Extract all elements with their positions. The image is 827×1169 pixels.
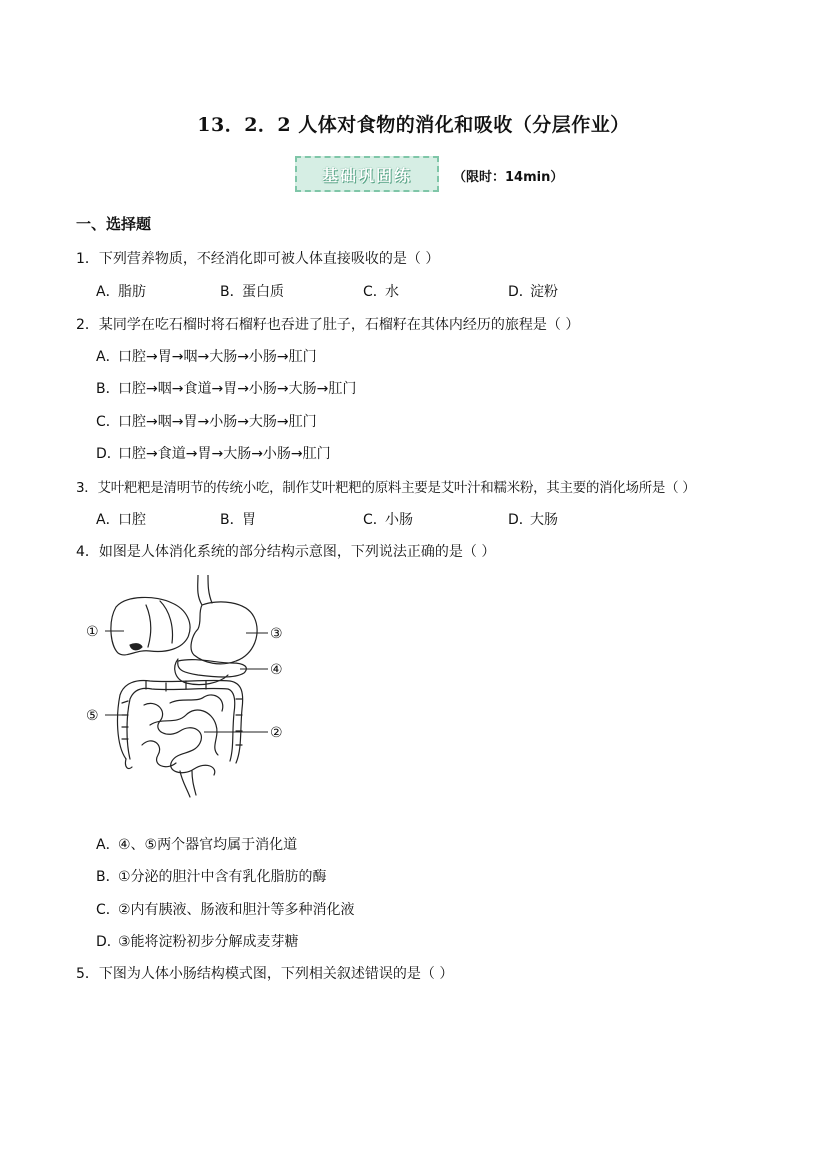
q3-option-a: A．口腔	[96, 512, 146, 528]
q4-option-d: D．③能将淀粉初步分解成麦芽糖	[96, 934, 299, 950]
q2-option-b: B．口腔→咽→食道→胃→小肠→大肠→肛门	[96, 381, 357, 397]
q1-option-d: D．淀粉	[508, 284, 558, 300]
label-3: ③	[270, 626, 283, 642]
label-4: ④	[270, 662, 283, 678]
question-1-stem: 1．下列营养物质，不经消化即可被人体直接吸收的是（ ）	[76, 251, 440, 267]
page-title: 13．2．2 人体对食物的消化和吸收（分层作业）	[197, 114, 630, 136]
large-intestine-shape	[118, 680, 243, 763]
q1-option-b: B．蛋白质	[220, 284, 284, 300]
q4-option-c: C．②内有胰液、肠液和胆汁等多种消化液	[96, 902, 355, 918]
question-2-stem: 2．某同学在吃石榴时将石榴籽也吞进了肚子，石榴籽在其体内经历的旅程是（ ）	[76, 317, 580, 333]
section-heading: 一、选择题	[76, 215, 152, 233]
q4-option-a: A．④、⑤两个器官均属于消化道	[96, 837, 298, 853]
time-limit: （限时：14min）	[453, 170, 564, 185]
digestive-system-illustration	[86, 575, 296, 800]
pancreas-shape	[178, 660, 247, 677]
question-4-stem: 4．如图是人体消化系统的部分结构示意图，下列说法正确的是（ ）	[76, 544, 496, 560]
q2-option-d: D．口腔→食道→胃→大肠→小肠→肛门	[96, 446, 331, 462]
digestive-system-diagram	[86, 575, 296, 800]
small-intestine-shape	[144, 703, 215, 775]
q1-option-a: A．脂肪	[96, 284, 146, 300]
q1-option-c: C．水	[363, 284, 399, 300]
level-badge	[295, 156, 443, 196]
q2-option-a: A．口腔→胃→咽→大肠→小肠→肛门	[96, 349, 317, 365]
label-2: ②	[270, 725, 283, 741]
q2-option-c: C．口腔→咽→胃→小肠→大肠→肛门	[96, 414, 317, 430]
q4-option-b: B．①分泌的胆汁中含有乳化脂肪的酶	[96, 869, 327, 885]
question-3-stem: 3．艾叶粑粑是清明节的传统小吃，制作艾叶粑粑的原料主要是艾叶汁和糯米粉，其主要的消化场所是（ ）	[76, 480, 696, 496]
q3-option-d: D．大肠	[508, 512, 558, 528]
q3-option-b: B．胃	[220, 512, 256, 528]
question-5-stem: 5．下图为人体小肠结构模式图，下列相关叙述错误的是（ ）	[76, 966, 454, 982]
q3-option-c: C．小肠	[363, 512, 413, 528]
badge-label: 基础巩固练	[295, 156, 439, 192]
label-1: ①	[86, 624, 99, 640]
label-5: ⑤	[86, 708, 99, 724]
